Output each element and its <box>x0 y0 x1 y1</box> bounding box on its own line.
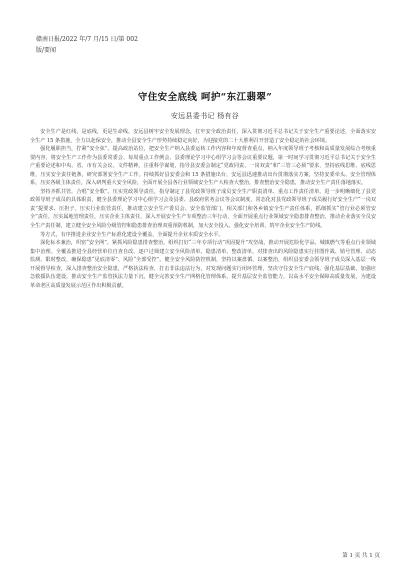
page-number: 第 1 页 共 1 页 <box>342 553 380 559</box>
paragraph-3: 坚持齐抓共管，合唱“安全歌”。压实党政领导责任，指导制定了县党政领导班子成员安全生产职责清单、重点工作责任清单，进一步明晰细化了县党政领导班子成员的具体职责，健全县委理论学习中心组学习会及县委、县政府常务会议等会议制度，常态化对县党政领导班子成员履行好安全生产“一岗双责”提要求、压担子。压实行业监管责任，推动建立安全生产委员会、安全监管部门、相关部门和各乡镇安全生产责任体系，抓细抓实“管行业必须管安全”责任，压实属地管理责任，压实企业主体责任，深入开展安全生产专项整治三年行动，全面开展重点行业领域安全隐患排查整治，推动企业落实全员安全生产责任制，建立健全安全风险分级管控和隐患排查治理双重预防机制，加大安全投入，强化安全培训，筑牢企业安全生产防线。 <box>30 188 376 230</box>
source-line-2: 版/要闻 <box>36 47 57 54</box>
source-line-1: 赣南日报/2022 年/7 月/15 日/第 002 <box>36 36 138 43</box>
article-body <box>30 128 376 290</box>
paragraph-4: 等方式，有序推进企业安全生产标准化建设全覆盖，全面提升企业本质安全水平。 <box>40 231 224 238</box>
article-author: 安远县委书记 杨有谷 <box>170 112 240 120</box>
source-meta <box>36 34 138 56</box>
paragraph-1: 安全生产是红线，是底线，更是生命线。安远县树牢安全发展理念，扛牢安全政治责任，深入贯彻习近平总书记关于安全生产重要论述，全面落实安全生产 15 条措施，全力以赴保安全，推动全县安全生产形势持续稳定向好，为迎接党的二十大胜利召开营造了安全稳定的社会环境。 <box>30 129 376 144</box>
paragraph-5: 深化标本兼治，织密“安全网”。紧抓风险隐患排查整治，组织打好“三年专项行动”巩固提升”攻坚战，推动开展危险化学品、城镇燃气等重点行业领域集中治理。全覆盖推进全县经营单位自查自改、逐户过筛建立安全风险清单、隐患清单、整改清单。对排查出的风险隐患实行挂图作战、销号管理、动态监测、限时整改，确保隐患“见底清零”、风险“全部受控”。健全安全风险防控机制，坚持以案盘循、以案整治，组织县安委会领导班子成员深入基层一线开展督导检查，深入排查整治安全隐患，严格执法检查，打击非法违法行为，对发现问题实行闭环管理，坚决守住安全生产底线。强化基层基础，加强应急救援队伍建设，推动安全生产监管执法力量下沉，健全完善安全生产网格化管理体系，提升基层安全监管能力，以高水平安全保障高质量发展，为建设革命老区高质量发展示范区作出积极贡献。 <box>30 240 376 289</box>
article-title: 守住安全底线 呵护“东江翡翠” <box>137 92 273 103</box>
paragraph-2: 强化履职担当，拧紧“安全弦”。提高政治站位，把安全生产纳入县委运转工作内容和年度督查重点，纳入年度领导班子考核和高质量发展综合考核重要内容，将安全生产工作作为县委常委会、每周重点工作例会、县委理论学习中心组学习会等会议重要议题，第一时间学习贯彻习近平总书记关于安全生产重要论述和中央、省、市有关会议、文件精神。注重科学谋划，指导县安委会制定“党政同责、一岗双责”和“三管三必须”要求，坚持底线思维、底线思维，压实安全责任链条，研究部署安全生产工作。持续抓好县安委会和 15 条措施出台，安远县迅速推动出台贯彻落实方案，坚持安委牵头、安全管理体系，压实各级主体责任，深入研判重大安全风险，全面开展全县各行业领域安全生产大检查大整治，排查整治安全隐患，推动安全生产责任落地落实。 <box>30 146 376 187</box>
